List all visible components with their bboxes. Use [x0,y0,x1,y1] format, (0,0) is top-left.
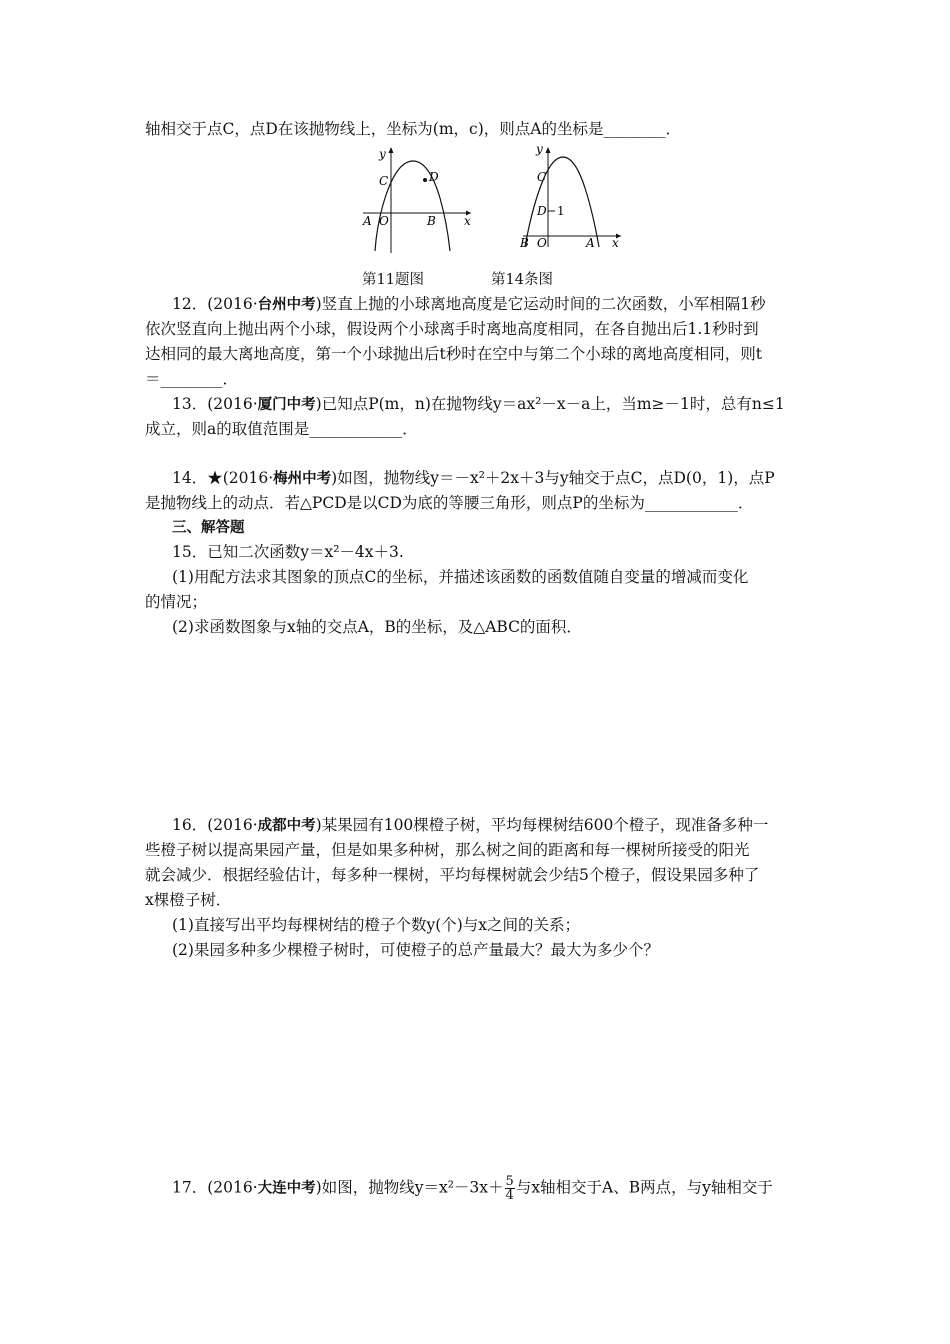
fig14-x: x [612,236,619,248]
figure-11 [355,143,475,258]
fig14-C: C [537,170,547,184]
section-heading: 三、解答题 [172,520,245,536]
fig11-O: O [379,214,389,228]
fig11-y: y [379,147,386,161]
fig14-D: D [537,204,547,218]
figure-14 [513,143,628,248]
q15-part2: (2)求函数图象与x轴的交点A，B的坐标，及△ABC的面积． [172,618,582,636]
q14-line2: 是抛物线上的动点．若△PCD是以CD为底的等腰三角形，则点P的坐标为____________． [145,494,754,512]
fig11-D: D [429,170,439,184]
fraction: $\frac{5}{4}$ [505,1174,514,1203]
q16-line4: x棵橙子树． [145,891,232,909]
fig14-B: B [520,236,529,248]
fig11-B: B [427,214,436,228]
text-line: 轴相交于点C，点D在该抛物线上，坐标为(m，c)，则点A的坐标是________． [145,120,681,138]
q16-part1: (1)直接写出平均每棵树结的橙子个数y(个)与x之间的关系； [172,916,581,934]
q16-part2: (2)果园多种多少棵橙子树时，可使橙子的总产量最大？最大为多少个？ [172,941,659,959]
fig14-one: 1 [557,204,565,218]
q12-line4: ＝________． [145,370,239,388]
q16-line1: 16．(2016·成都中考)某果园有100棵橙子树，平均每棵树结600个橙子，现准备多种一 [172,816,769,834]
q17-line1: 17．(2016·大连中考)如图，抛物线y＝x²－3x＋ $\frac{5}{4}$ 与x轴相交于A、B两点，与y轴相交于 [172,1174,773,1203]
fig11-C: C [379,174,389,188]
q12-line3: 达相同的最大离地高度，第一个小球抛出后t秒时在空中与第二个小球的离地高度相同，则t [145,345,762,363]
q12-line1: 12．(2016·台州中考)竖直上抛的小球离地高度是它运动时间的二次函数，小军相隔1秒 [172,295,766,313]
fig14-y: y [536,143,543,156]
q12-line2: 依次竖直向上抛出两个小球，假设两个小球离手时离地高度相同，在各自抛出后1.1秒时到 [145,320,759,338]
q15-part1a: (1)用配方法求其图象的顶点C的坐标，并描述该函数的函数值随自变量的增减而变化 [172,568,749,586]
fig11-x: x [464,214,471,228]
q13-line1: 13．(2016·厦门中考)已知点P(m，n)在抛物线y＝ax²－x－a上，当m≥－1时，总有n≤1 [172,395,785,413]
fig14-caption: 第14条图 [491,272,553,288]
fig11-caption: 第11题图 [362,272,424,288]
q16-line2: 些橙子树以提高果园产量，但是如果多种树，那么树之间的距离和每一棵树所接受的阳光 [145,841,750,859]
q16-line3: 就会减少．根据经验估计，每多种一棵树，平均每棵树就会少结5个橙子，假设果园多种了 [145,866,760,884]
fig11-A: A [363,214,372,228]
q14-line1: 14．★(2016·梅州中考)如图，抛物线y＝－x²＋2x＋3与y轴交于点C，点D(0，1)，点P [172,469,775,487]
fig14-A: A [586,236,595,248]
q15-line1: 15．已知二次函数y＝x²－4x＋3. [172,543,404,561]
q15-part1b: 的情况； [145,593,208,611]
q13-line2: 成立，则a的取值范围是____________． [145,420,418,438]
fig14-O: O [537,236,547,248]
